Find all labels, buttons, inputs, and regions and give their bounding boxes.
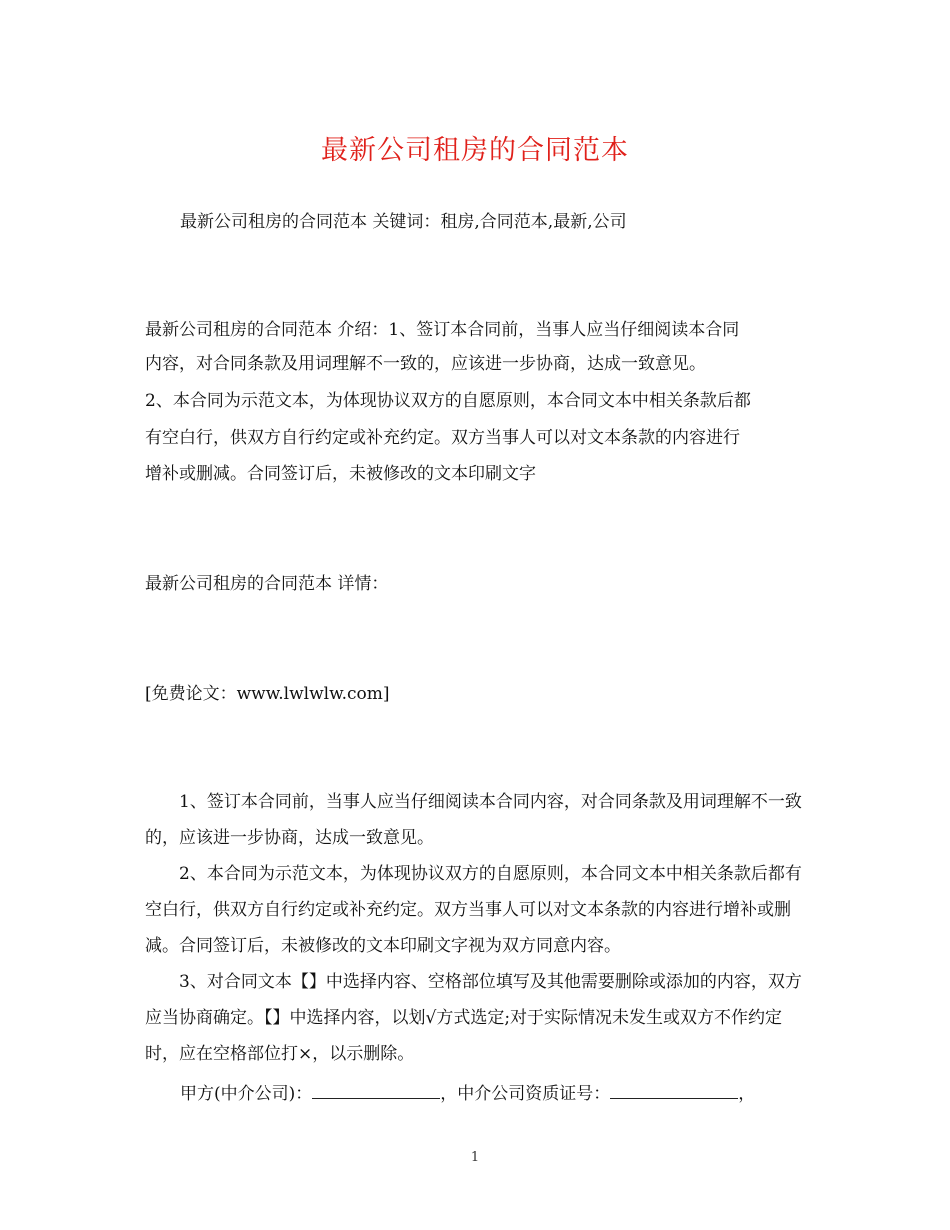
intro-line-2: 内容，对合同条款及用词理解不一致的，应该进一步协商，达成一致意见。 xyxy=(145,354,706,374)
intro-line-4: 有空白行，供双方自行约定或补充约定。双方当事人可以对文本条款的内容进行 xyxy=(145,428,740,448)
clause-2: 2、本合同为示范文本，为体现协议双方的自愿原则，本合同文本中相关条款后都有空白行，供双方自行约定或补充约定。双方当事人可以对文本条款的内容进行增补或删减。合同签订后，未被修改的文本印刷文字视为双方同意内容。 xyxy=(145,864,802,956)
document-title: 最新公司租房的合同范本 xyxy=(321,135,629,166)
intro-line-1: 最新公司租房的合同范本 介绍：1、签订本合同前，当事人应当仔细阅读本合同 xyxy=(145,320,740,340)
details-heading: 最新公司租房的合同范本 详情： xyxy=(145,574,389,594)
page-number: 1 xyxy=(470,1150,480,1165)
license-label: ，中介公司资质证号： xyxy=(440,1084,611,1104)
party-a-line xyxy=(180,1080,755,1109)
license-blank[interactable] xyxy=(610,1080,738,1099)
intro-line-3: 2、本合同为示范文本，为体现协议双方的自愿原则，本合同文本中相关条款后都 xyxy=(145,391,751,411)
clause-1: 1、签订本合同前，当事人应当仔细阅读本合同内容，对合同条款及用词理解不一致的，应该进一步协商，达成一致意见。 xyxy=(145,792,802,848)
free-paper-link[interactable]: [免费论文：www.lwlwlw.com] xyxy=(145,684,390,704)
clause-3: 3、对合同文本【】中选择内容、空格部位填写及其他需要删除或添加的内容，双方应当协商确定。【】中选择内容，以划√方式选定;对于实际情况未发生或双方不作约定时，应在空格部位打×，以示删除。 xyxy=(145,972,802,1064)
party-a-blank[interactable] xyxy=(312,1080,440,1099)
party-a-label: 甲方(中介公司)： xyxy=(180,1084,313,1104)
keywords-line: 最新公司租房的合同范本 关键词：租房,合同范本,最新,公司 xyxy=(180,212,627,232)
intro-line-5: 增补或删减。合同签订后，未被修改的文本印刷文字 xyxy=(145,464,536,484)
party-line-end: ， xyxy=(738,1084,756,1104)
